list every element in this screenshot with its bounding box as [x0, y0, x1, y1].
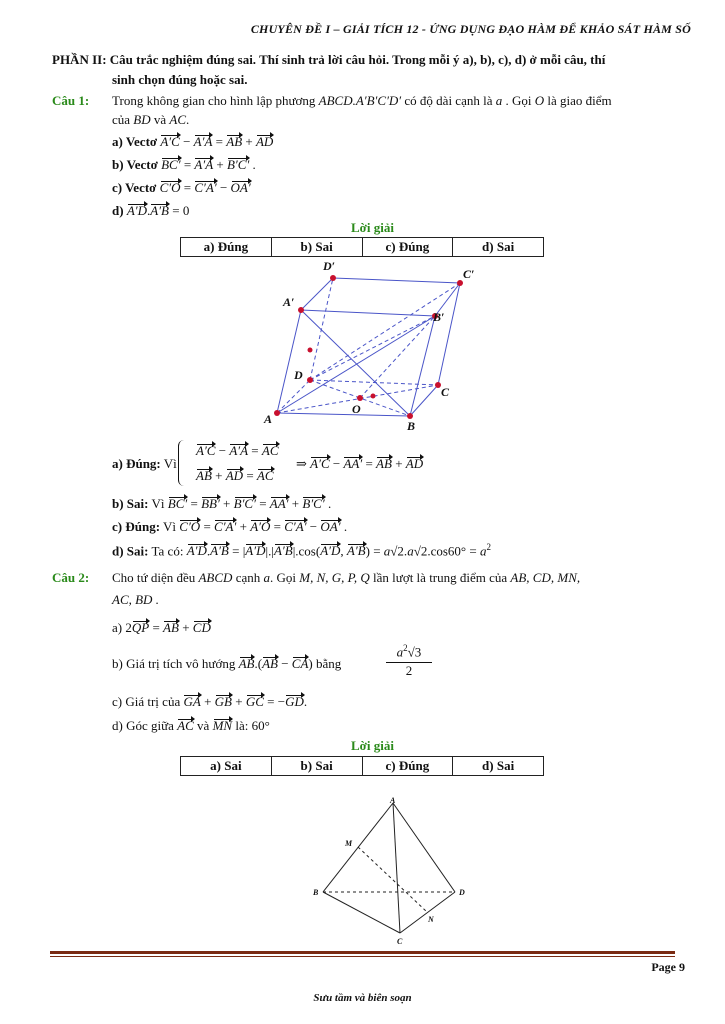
label-B1: B′ [433, 310, 445, 324]
q2-answer-b: b) Sai [271, 757, 362, 776]
q1-option-a: a) Vectơ A′C − A′A = AB + AD [112, 134, 274, 149]
tet-label-B: B [313, 888, 319, 897]
q1-solution-a: a) Đúng: Vì [112, 456, 177, 471]
q1-solution-title: Lời giải [351, 220, 394, 235]
q2-option-a: a) 2QP = AB + CD [112, 620, 211, 635]
label-D1: D′ [323, 259, 336, 273]
part-heading [52, 52, 605, 68]
label-A: A [264, 412, 273, 426]
q1-solution-c: c) Đúng: Vì C′O = C′A′ + A′O = C′A′ − OA′ . [112, 519, 348, 534]
q2-answer-a: a) Sai [181, 757, 272, 776]
q1-answer-b: b) Sai [271, 238, 362, 257]
tet-label-D: D [459, 888, 465, 897]
part-text-2: sinh chọn đúng hoặc sai. [112, 72, 248, 87]
q1-stem-line1: Trong không gian cho hình lập phương ABCD.A′B′C′D′ có độ dài cạnh là a . Gọi O là giao điểm [112, 93, 612, 108]
q2-stem-line2: AC, BD . [112, 592, 159, 607]
footer-credit: Sưu tầm và biên soạn [313, 992, 412, 1004]
q2-answer-table [180, 756, 544, 776]
label-C1: C′ [463, 267, 475, 281]
footer-rule [50, 951, 675, 954]
q2-solution-title: Lời giải [351, 738, 394, 753]
q2-fraction: $a^2√3$ 2 [386, 643, 432, 679]
label-D: D [294, 368, 303, 382]
tet-label-N: N [428, 915, 434, 924]
system-brace [178, 440, 187, 486]
tet-label-C: C [397, 937, 403, 946]
tet-label-M: M [345, 839, 353, 848]
q2-label: Câu 2: [52, 570, 90, 585]
q1-answer-a: a) Đúng [181, 238, 272, 257]
q2-option-c: c) Giá trị của GA + GB + GC = −GD. [112, 694, 308, 709]
q1-answer-d: d) Sai [453, 238, 544, 257]
q1-label: Câu 1: [52, 93, 90, 108]
q2-option-d: d) Góc giữa AC và MN là: 60° [112, 718, 270, 733]
q2-stem-line1: Cho tứ diện đều ABCD cạnh a. Gọi M, N, G, P, Q lần lượt là trung điểm của AB, CD, MN, [112, 570, 581, 585]
q1-option-d: d) A′D.A′B = 0 [112, 203, 190, 218]
footer-rule-thin [50, 956, 675, 957]
tetrahedron-figure [305, 795, 475, 950]
q1-option-c: c) Vectơ C′O = C′A′ − OA′ [112, 180, 251, 195]
page-header: CHUYÊN ĐỀ I – GIẢI TÍCH 12 - ỨNG DỤNG ĐẠO HÀM ĐỂ KHẢO SÁT HÀM SỐ [250, 22, 691, 36]
q1-stem-line2: của BD và AC. [112, 112, 190, 127]
page-number: Page 9 [651, 960, 685, 974]
q1-system-line2: AB + AD = AC [196, 468, 274, 483]
part-text-1: Câu trắc nghiệm đúng sai. Thí sinh trả lời câu hỏi. Trong mỗi ý a), b), c), d) ở mỗi câu, thí [109, 52, 606, 67]
cube-figure [255, 258, 485, 438]
tet-label-A: A [390, 796, 396, 805]
q1-solution-b: b) Sai: Vì BC′ = BB′ + B′C′ = AA′ + B′C′ . [112, 496, 332, 511]
q2-answer-c: c) Đúng [362, 757, 453, 776]
q1-system-line1: A′C − A′A = AC [196, 443, 279, 458]
label-B: B [407, 419, 416, 433]
q1-answer-table [180, 237, 544, 257]
label-A1: A′ [283, 295, 295, 309]
q1-answer-c: c) Đúng [362, 238, 453, 257]
q2-answer-d: d) Sai [453, 757, 544, 776]
q2-option-b: b) Giá trị tích vô hướng AB.(AB − CA) bằng [112, 656, 342, 671]
label-O: O [352, 402, 361, 416]
q1-system-result: ⇒ A′C − AA′ = AB + AD [296, 456, 424, 471]
q1-option-b: b) Vectơ BC′ = A′A + B′C′ . [112, 157, 256, 172]
q1-solution-d: d) Sai: Ta có: A′D.A′B = |A′D|.|A′B|.cos(A′D, $A'B) = a√2.a√2.\cos 60^\circ = a^2$ [112, 542, 491, 559]
part-label: PHẦN II: [52, 52, 107, 67]
label-C: C [441, 385, 450, 399]
